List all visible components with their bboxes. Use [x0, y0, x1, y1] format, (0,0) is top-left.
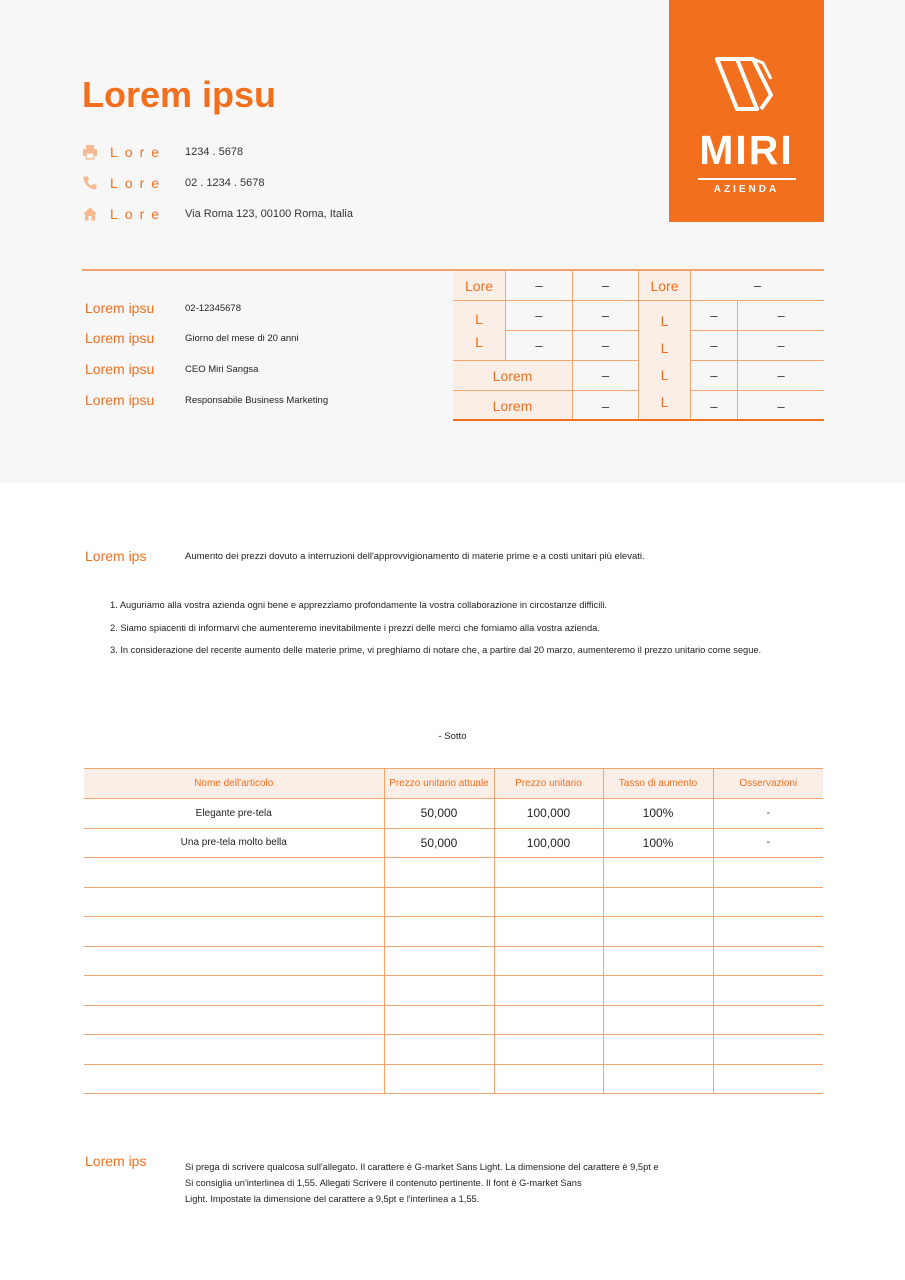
approval-cell[interactable]: – — [506, 331, 573, 361]
subject-text: Aumento dei prezzi dovuto a interruzioni dell'approvvigionamento di materie prime e a costi unitari più elevati. — [185, 551, 645, 562]
attachment-line: Si prega di scrivere qualcosa sull'allegato. Il carattere è G-market Sans Light. La dimensione del carattere è 9,5pt e — [185, 1162, 659, 1172]
table-cell[interactable]: 100% — [603, 799, 713, 829]
table-row — [84, 946, 823, 976]
approval-row-label: Lorem — [453, 361, 573, 391]
column-header: Prezzo unitario — [494, 769, 603, 799]
logo-subtitle: AZIENDA — [713, 184, 780, 195]
approval-side-letter: L — [660, 339, 669, 356]
attachment-text — [185, 1159, 725, 1207]
table-cell[interactable] — [713, 946, 823, 976]
approval-side-letter: L — [660, 366, 669, 383]
list-item: 1. Auguriamo alla vostra azienda ogni bene e apprezziamo profondamente la vostra collaborazione in circostanze difficili. — [110, 600, 607, 610]
table-cell[interactable] — [84, 946, 384, 976]
info-value: Giorno del mese di 20 anni — [185, 333, 299, 344]
approval-header: Lore — [639, 271, 691, 301]
approval-side-letter: L — [475, 310, 483, 327]
approval-cell[interactable]: – — [738, 301, 824, 331]
table-cell[interactable] — [84, 1005, 384, 1035]
contact-phone — [82, 173, 265, 193]
table-row — [84, 917, 823, 947]
column-header: Osservazioni — [713, 769, 823, 799]
approval-row-label: Lorem — [453, 391, 573, 421]
table-cell[interactable]: Elegante pre-tela — [84, 799, 384, 829]
table-cell[interactable] — [84, 1035, 384, 1065]
table-cell[interactable] — [494, 1064, 603, 1094]
page-title: Lorem ipsu — [82, 74, 277, 115]
table-cell[interactable]: 50,000 — [384, 828, 494, 858]
approval-side-label — [453, 301, 506, 361]
attachment-line: Light. Impostate la dimensione del carattere a 9,5pt e l'interlinea a 1,55. — [185, 1194, 480, 1204]
table-cell[interactable] — [713, 917, 823, 947]
table-cell[interactable] — [713, 887, 823, 917]
table-header-row — [84, 769, 823, 799]
table-row — [84, 799, 823, 829]
logo-divider — [698, 178, 796, 180]
info-label: Lorem ipsu — [85, 300, 155, 316]
table-cell[interactable] — [84, 1064, 384, 1094]
table-cell[interactable] — [384, 976, 494, 1006]
table-cell[interactable] — [84, 887, 384, 917]
info-value: CEO Miri Sangsa — [185, 364, 259, 375]
table-cell[interactable]: 50,000 — [384, 799, 494, 829]
column-header: Tasso di aumento — [603, 769, 713, 799]
table-cell[interactable] — [494, 858, 603, 888]
table-cell[interactable] — [84, 976, 384, 1006]
logo-mark-icon — [713, 55, 781, 113]
table-cell[interactable]: Una pre-tela molto bella — [84, 828, 384, 858]
table-cell[interactable] — [384, 858, 494, 888]
table-cell[interactable] — [494, 1005, 603, 1035]
body-points — [110, 600, 761, 668]
info-value: 02-12345678 — [185, 303, 241, 314]
table-caption: - Sotto — [438, 731, 467, 742]
table-cell[interactable] — [494, 887, 603, 917]
phone-icon — [82, 175, 98, 191]
info-label: Lorem ipsu — [85, 330, 155, 346]
table-cell[interactable] — [84, 917, 384, 947]
table-row — [84, 1005, 823, 1035]
table-cell[interactable] — [713, 1064, 823, 1094]
approval-cell[interactable]: – — [506, 271, 573, 301]
approval-cell[interactable]: – — [691, 331, 738, 361]
table-row — [84, 828, 823, 858]
contact-value: 1234 . 5678 — [185, 146, 244, 158]
table-cell[interactable] — [603, 946, 713, 976]
table-cell[interactable] — [713, 1005, 823, 1035]
table-row — [84, 858, 823, 888]
approval-side-letter: L — [660, 393, 669, 410]
table-cell[interactable] — [494, 1035, 603, 1065]
table-cell[interactable]: 100,000 — [494, 799, 603, 829]
company-logo — [669, 0, 824, 222]
approval-side-letter: L — [660, 312, 669, 329]
table-cell[interactable]: 100% — [603, 828, 713, 858]
attachment-line: Si consiglia un'interlinea di 1,55. Allegati Scrivere il contenuto pertinente. Il font è G-market Sans — [185, 1178, 582, 1188]
approval-cell[interactable]: – — [738, 331, 824, 361]
approval-cell[interactable]: – — [573, 391, 639, 421]
table-cell[interactable] — [84, 858, 384, 888]
info-label: Lorem ipsu — [85, 392, 155, 408]
contact-address — [82, 204, 353, 224]
approval-cell[interactable]: – — [691, 301, 738, 331]
contact-label: Lore — [110, 144, 167, 160]
table-cell[interactable]: 100,000 — [494, 828, 603, 858]
table-cell[interactable] — [603, 976, 713, 1006]
table-cell[interactable] — [603, 917, 713, 947]
approval-cell[interactable]: – — [573, 331, 639, 361]
list-item: 2. Siamo spiacenti di informarvi che aumenteremo inevitabilmente i prezzi delle merci che forniamo alla vostra azienda. — [110, 622, 600, 633]
contact-fax — [82, 142, 244, 162]
approval-cell[interactable]: – — [506, 301, 573, 331]
table-cell[interactable] — [384, 887, 494, 917]
table-cell[interactable] — [384, 946, 494, 976]
table-cell[interactable] — [384, 917, 494, 947]
approval-cell[interactable]: – — [691, 391, 738, 421]
table-row — [84, 887, 823, 917]
info-value: Responsabile Business Marketing — [185, 395, 329, 406]
column-header: Nome dell'articolo — [84, 769, 384, 799]
table-cell[interactable] — [384, 1005, 494, 1035]
approval-cell[interactable]: – — [573, 301, 639, 331]
approval-cell[interactable]: – — [738, 361, 824, 391]
table-cell[interactable] — [713, 1035, 823, 1065]
contact-value: 02 . 1234 . 5678 — [185, 177, 265, 189]
contact-label: Lore — [110, 175, 167, 191]
approval-grid — [453, 271, 824, 421]
approval-cell[interactable]: – — [573, 271, 639, 301]
attachment-label: Lorem ips — [85, 1153, 147, 1169]
approval-cell[interactable]: – — [691, 271, 824, 301]
contact-label: Lore — [110, 206, 167, 222]
printer-icon — [82, 144, 98, 160]
table-cell[interactable]: - — [713, 799, 823, 829]
table-cell[interactable] — [713, 976, 823, 1006]
table-cell[interactable] — [603, 1035, 713, 1065]
contact-value: Via Roma 123, 00100 Roma, Italia — [185, 208, 353, 220]
table-cell[interactable] — [384, 1035, 494, 1065]
table-row — [84, 1064, 823, 1094]
approval-header: Lore — [453, 271, 506, 301]
table-cell[interactable] — [603, 887, 713, 917]
table-cell[interactable] — [603, 858, 713, 888]
table-row — [84, 1035, 823, 1065]
approval-bottom-rule — [453, 419, 824, 421]
table-cell[interactable] — [603, 1005, 713, 1035]
subject-label: Lorem ips — [85, 548, 147, 564]
approval-side-label — [639, 301, 691, 421]
home-icon — [82, 206, 98, 222]
info-label: Lorem ipsu — [85, 361, 155, 377]
table-cell[interactable]: - — [713, 828, 823, 858]
table-row — [84, 976, 823, 1006]
table-cell[interactable] — [384, 1064, 494, 1094]
approval-cell[interactable]: – — [691, 361, 738, 391]
column-header: Prezzo unitario attuale — [384, 769, 494, 799]
approval-cell[interactable]: – — [573, 361, 639, 391]
table-cell[interactable] — [494, 946, 603, 976]
logo-name: MIRI — [699, 127, 794, 173]
price-table — [84, 768, 823, 1094]
approval-side-letter: L — [475, 334, 483, 351]
approval-cell[interactable]: – — [777, 398, 785, 414]
table-cell[interactable] — [494, 976, 603, 1006]
table-cell[interactable] — [494, 917, 603, 947]
table-cell[interactable] — [603, 1064, 713, 1094]
table-cell[interactable] — [713, 858, 823, 888]
list-item: 3. In considerazione del recente aumento delle materie prime, vi preghiamo di notare che, a partire dal 20 marzo, aumenteremo il prezzo unitario come segue. — [110, 645, 762, 655]
